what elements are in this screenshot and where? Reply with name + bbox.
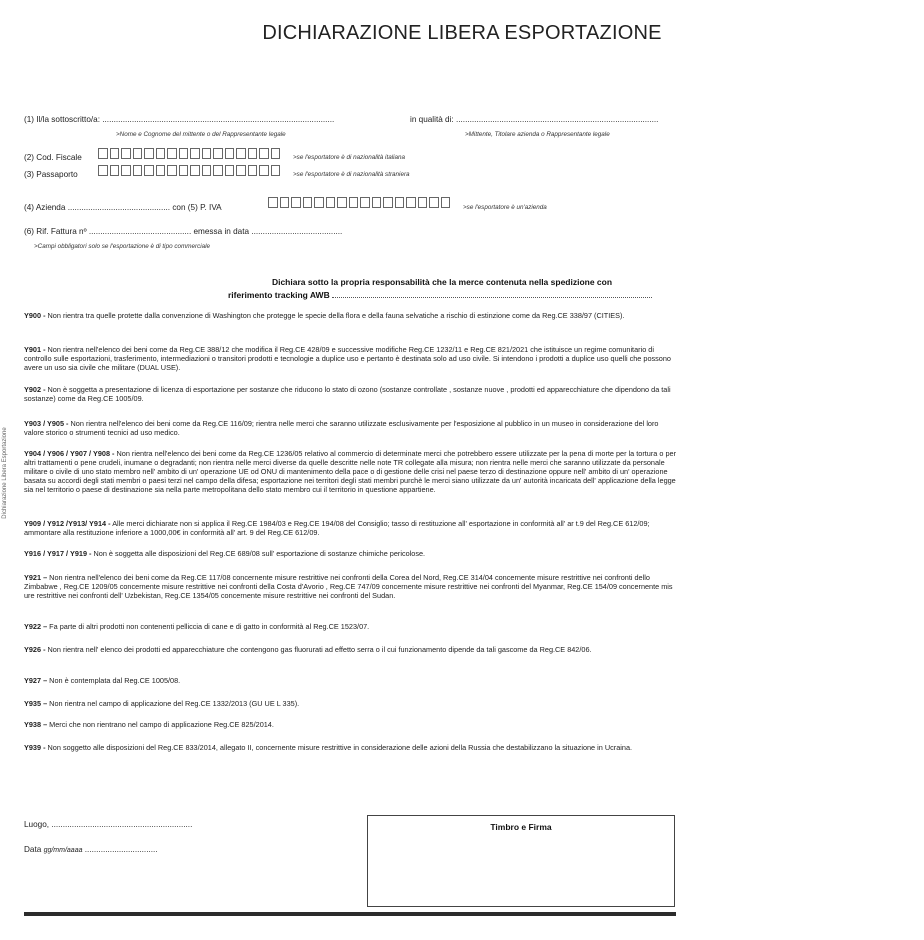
char-box[interactable] — [110, 148, 120, 159]
date-dots: ................................ — [84, 845, 158, 854]
item-y900 — [24, 311, 676, 320]
char-box[interactable] — [190, 165, 200, 176]
item-text: Non rientra nell'elenco dei beni come da Reg.CE 116/09; rientra nelle merci che saranno utilizzate esclusivamente per l'esposizione al pubblico in un museo in considerazione del loro valore storico o strumenti tecnici ad uso medico. — [24, 419, 659, 437]
item-code: Y939 - — [24, 743, 46, 752]
invoice-note: >Campi obbligatori solo se l'esportazione è di tipo commerciale — [34, 243, 211, 250]
char-box[interactable] — [429, 197, 439, 208]
item-text: Non rientra nell'elenco dei beni come da Reg.CE 117/08 concernente misure restrittive nei confronti della Corea del Nord, Reg.CE 314/04 concernente misure restrittive nei confronti dello Zimbabwe , Reg.CE 1209/05 concernente misure restrittive nei confronti della Costa d'Avorio , Reg.CE 747/09 concernente misure restrittive nei confronti del Myanmar, Reg.CE 154/09 concernente mis ure restrittive nei confronti dell' Uzbekistan, Reg.CE 1354/05 concernente misure restrittive nei confronti del Sudan. — [24, 573, 673, 600]
char-box[interactable] — [271, 165, 281, 176]
item-y939 — [24, 743, 676, 752]
item-y922 — [24, 622, 676, 631]
bottom-bar — [24, 912, 676, 916]
char-box[interactable] — [144, 148, 154, 159]
char-box[interactable] — [202, 148, 212, 159]
char-box[interactable] — [326, 197, 336, 208]
char-box[interactable] — [280, 197, 290, 208]
side-vertical-text: Dichiarazione Libera Esportazione — [2, 427, 8, 519]
char-box[interactable] — [337, 197, 347, 208]
char-box[interactable] — [303, 197, 313, 208]
char-box[interactable] — [395, 197, 405, 208]
tax-code-note: >se l'esportatore è di nazionalità italiana — [293, 154, 405, 161]
date-label: Data — [24, 845, 42, 854]
char-box[interactable] — [225, 165, 235, 176]
item-text: Non rientra nell'elenco dei beni come da Reg.CE 388/12 che modifica il Reg.CE 428/09 e successive modifiche Reg.CE 1232/11 e Reg.CE 821/2021 che istituisce un regime comunitario di controllo sulle esportazioni, trasferimento, intermediazioni o transitori prodotti e tecnologie a duplice uso e pertanto è destinata solo ad uso civile. Si intendono i prodotti a duplice uso quelli che possono avere un uso sia civile che militare (DUAL USE). — [24, 345, 671, 372]
char-box[interactable] — [271, 148, 281, 159]
signer-field[interactable]: (1) Il/la sottoscritto/a: ...................................................................................................... — [24, 115, 335, 124]
char-box[interactable] — [179, 148, 189, 159]
item-code: Y938 – — [24, 720, 48, 729]
char-box[interactable] — [213, 148, 223, 159]
char-box[interactable] — [268, 197, 278, 208]
char-box[interactable] — [213, 165, 223, 176]
char-box[interactable] — [156, 165, 166, 176]
char-box[interactable] — [225, 148, 235, 159]
item-y901 — [24, 345, 676, 372]
char-box[interactable] — [121, 165, 131, 176]
vat-boxes[interactable] — [268, 197, 450, 208]
char-box[interactable] — [248, 148, 258, 159]
char-box[interactable] — [406, 197, 416, 208]
item-code: Y921 – — [24, 573, 48, 582]
char-box[interactable] — [236, 165, 246, 176]
invoice-field[interactable]: (6) Rif. Fattura nº ............................................. emessa in data ........................................ — [24, 227, 343, 236]
char-box[interactable] — [167, 165, 177, 176]
item-y916 — [24, 549, 676, 558]
char-box[interactable] — [349, 197, 359, 208]
item-text: Fa parte di altri prodotti non contenenti pelliccia di cane e di gatto in conformità al Reg.CE 1523/07. — [49, 622, 370, 631]
char-box[interactable] — [372, 197, 382, 208]
tax-code-label: (2) Cod. Fiscale — [24, 153, 82, 162]
char-box[interactable] — [202, 165, 212, 176]
date-field[interactable] — [24, 845, 158, 854]
declaration-line1: Dichiara sotto la propria responsabilità che la merce contenuta nella spedizione con — [271, 277, 613, 287]
char-box[interactable] — [144, 165, 154, 176]
passport-label: (3) Passaporto — [24, 170, 78, 179]
char-box[interactable] — [441, 197, 451, 208]
item-text: Alle merci dichiarate non si applica il Reg.CE 1984/03 e Reg.CE 194/08 del Consiglio; tasso di restituzione all' esportazione in conformità all' ar t.9 del Reg.CE 612/09; ammontare alla restituzione inferiore a 1000,00€ in conformità all' art. 9 del Reg.CE 612/09. — [24, 519, 650, 537]
item-y926 — [24, 645, 676, 654]
item-code: Y903 / Y905 - — [24, 419, 69, 428]
company-vat-field[interactable]: (4) Azienda ............................................. con (5) P. IVA — [24, 203, 222, 212]
char-box[interactable] — [383, 197, 393, 208]
item-text: Non rientra nell'elenco dei beni come da Reg.CE 1236/05 relativo al commercio di determinate merci che potrebbero essere utilizzate per la pena di morte per la tortura o per altri trattamenti o pene crudeli, inumane o degradanti; non rientra nelle merci diverse da quelle descritte nelle note TR collegate alla misura; non rientra nelle merci che saranno utilizzate da personale militare o civile di uno stato membro nell' ambito di un' operazione UE od ONU di mantenimento della pace o di gestione delle crisi nel paese terzo di destinazione oppure nell' ambito di un' operazione basata su accordi degli stati membri o paesi terzi nel campo della difesa; esportazione nei territori degli stati membri purchè le merci siano utilizzate da un' autorità incaricata dell' applicazione della legge sia nel territorio o paese di destinazione sia nella parte metropolitana dello stato membro cui il territorio in questione appartiene. — [24, 449, 677, 494]
char-box[interactable] — [248, 165, 258, 176]
signer-note: >Nome e Cognome del mittente o del Rappresentante legale — [116, 131, 286, 138]
awb-field[interactable] — [332, 289, 652, 298]
declaration-line2-wrap — [228, 289, 652, 300]
item-code: Y926 - — [24, 645, 46, 654]
char-box[interactable] — [110, 165, 120, 176]
char-box[interactable] — [98, 165, 108, 176]
item-y935 — [24, 699, 676, 708]
char-box[interactable] — [167, 148, 177, 159]
char-box[interactable] — [190, 148, 200, 159]
item-text: Non soggetto alle disposizioni del Reg.CE 833/2014, allegato II, concernente misure restrittive in considerazione delle azioni della Russia che destabilizzano la situazione in Ucraina. — [47, 743, 633, 752]
item-text: Non è contemplata dal Reg.CE 1005/08. — [49, 676, 181, 685]
char-box[interactable] — [259, 148, 269, 159]
item-y909 — [24, 519, 676, 537]
char-box[interactable] — [179, 165, 189, 176]
item-code: Y916 / Y917 / Y919 - — [24, 549, 92, 558]
item-code: Y902 - — [24, 385, 46, 394]
passport-note: >se l'esportatore è di nazionalità straniera — [293, 171, 410, 178]
char-box[interactable] — [360, 197, 370, 208]
char-box[interactable] — [133, 148, 143, 159]
char-box[interactable] — [98, 148, 108, 159]
item-code: Y900 - — [24, 311, 46, 320]
char-box[interactable] — [236, 148, 246, 159]
item-y921 — [24, 573, 676, 600]
page-title: DICHIARAZIONE LIBERA ESPORTAZIONE — [262, 22, 662, 44]
item-y903 — [24, 419, 676, 437]
char-box[interactable] — [314, 197, 324, 208]
item-code: Y909 / Y912 /Y913/ Y914 - — [24, 519, 111, 528]
item-y904 — [24, 449, 676, 494]
char-box[interactable] — [291, 197, 301, 208]
char-box[interactable] — [418, 197, 428, 208]
vat-note: >se l'esportatore è un'azienda — [463, 204, 547, 211]
quality-note: >Mittente, Titolare azienda o Rappresentante legale — [465, 131, 610, 138]
char-box[interactable] — [156, 148, 166, 159]
item-text: Non è soggetta a presentazione di licenza di esportazione per sostanze che riducono lo stato di ozono (sostanze controllate , sostanze nuove , prodotti ed apparecchiature che dipendono da tali sostanze) come da Reg.CE 1005/09. — [24, 385, 671, 403]
char-box[interactable] — [133, 165, 143, 176]
item-code: Y901 - — [24, 345, 46, 354]
stamp-signature-box[interactable] — [367, 815, 675, 907]
quality-field[interactable]: in qualità di: ......................................................................................... — [410, 115, 659, 124]
tax-code-boxes[interactable] — [98, 148, 280, 159]
item-y927 — [24, 676, 676, 685]
item-y902 — [24, 385, 676, 403]
char-box[interactable] — [259, 165, 269, 176]
declaration-line2: riferimento tracking AWB — [228, 290, 330, 300]
passport-boxes[interactable] — [98, 165, 280, 176]
item-code: Y935 – — [24, 699, 48, 708]
item-code: Y927 – — [24, 676, 48, 685]
item-text: Non rientra nell' elenco dei prodotti ed apparecchiature che contengono gas fluorurati ad effetto serra o il cui funzionamento dipende da tali gascome da Reg.CE 842/06. — [47, 645, 592, 654]
item-code: Y922 – — [24, 622, 48, 631]
date-format: gg/mm/aaaa — [43, 847, 83, 854]
item-text: Non è soggetta alle disposizioni del Reg.CE 689/08 sull' esportazione di sostanze chimiche pericolose. — [93, 549, 426, 558]
item-text: Non rientra nel campo di applicazione del Reg.CE 1332/2013 (GU UE L 335). — [49, 699, 300, 708]
item-code: Y904 / Y906 / Y907 / Y908 - — [24, 449, 115, 458]
item-text: Non rientra tra quelle protette dalla convenzione di Washington che protegge le specie della flora e della fauna selvatiche a rischio di estinzione come da Reg.CE 338/97 (CITIES). — [47, 311, 625, 320]
item-text: Merci che non rientrano nel campo di applicazione Reg.CE 825/2014. — [49, 720, 274, 729]
stamp-label: Timbro e Firma — [490, 822, 552, 832]
place-field[interactable]: Luogo, .............................................................. — [24, 820, 193, 829]
char-box[interactable] — [121, 148, 131, 159]
item-y938 — [24, 720, 676, 729]
